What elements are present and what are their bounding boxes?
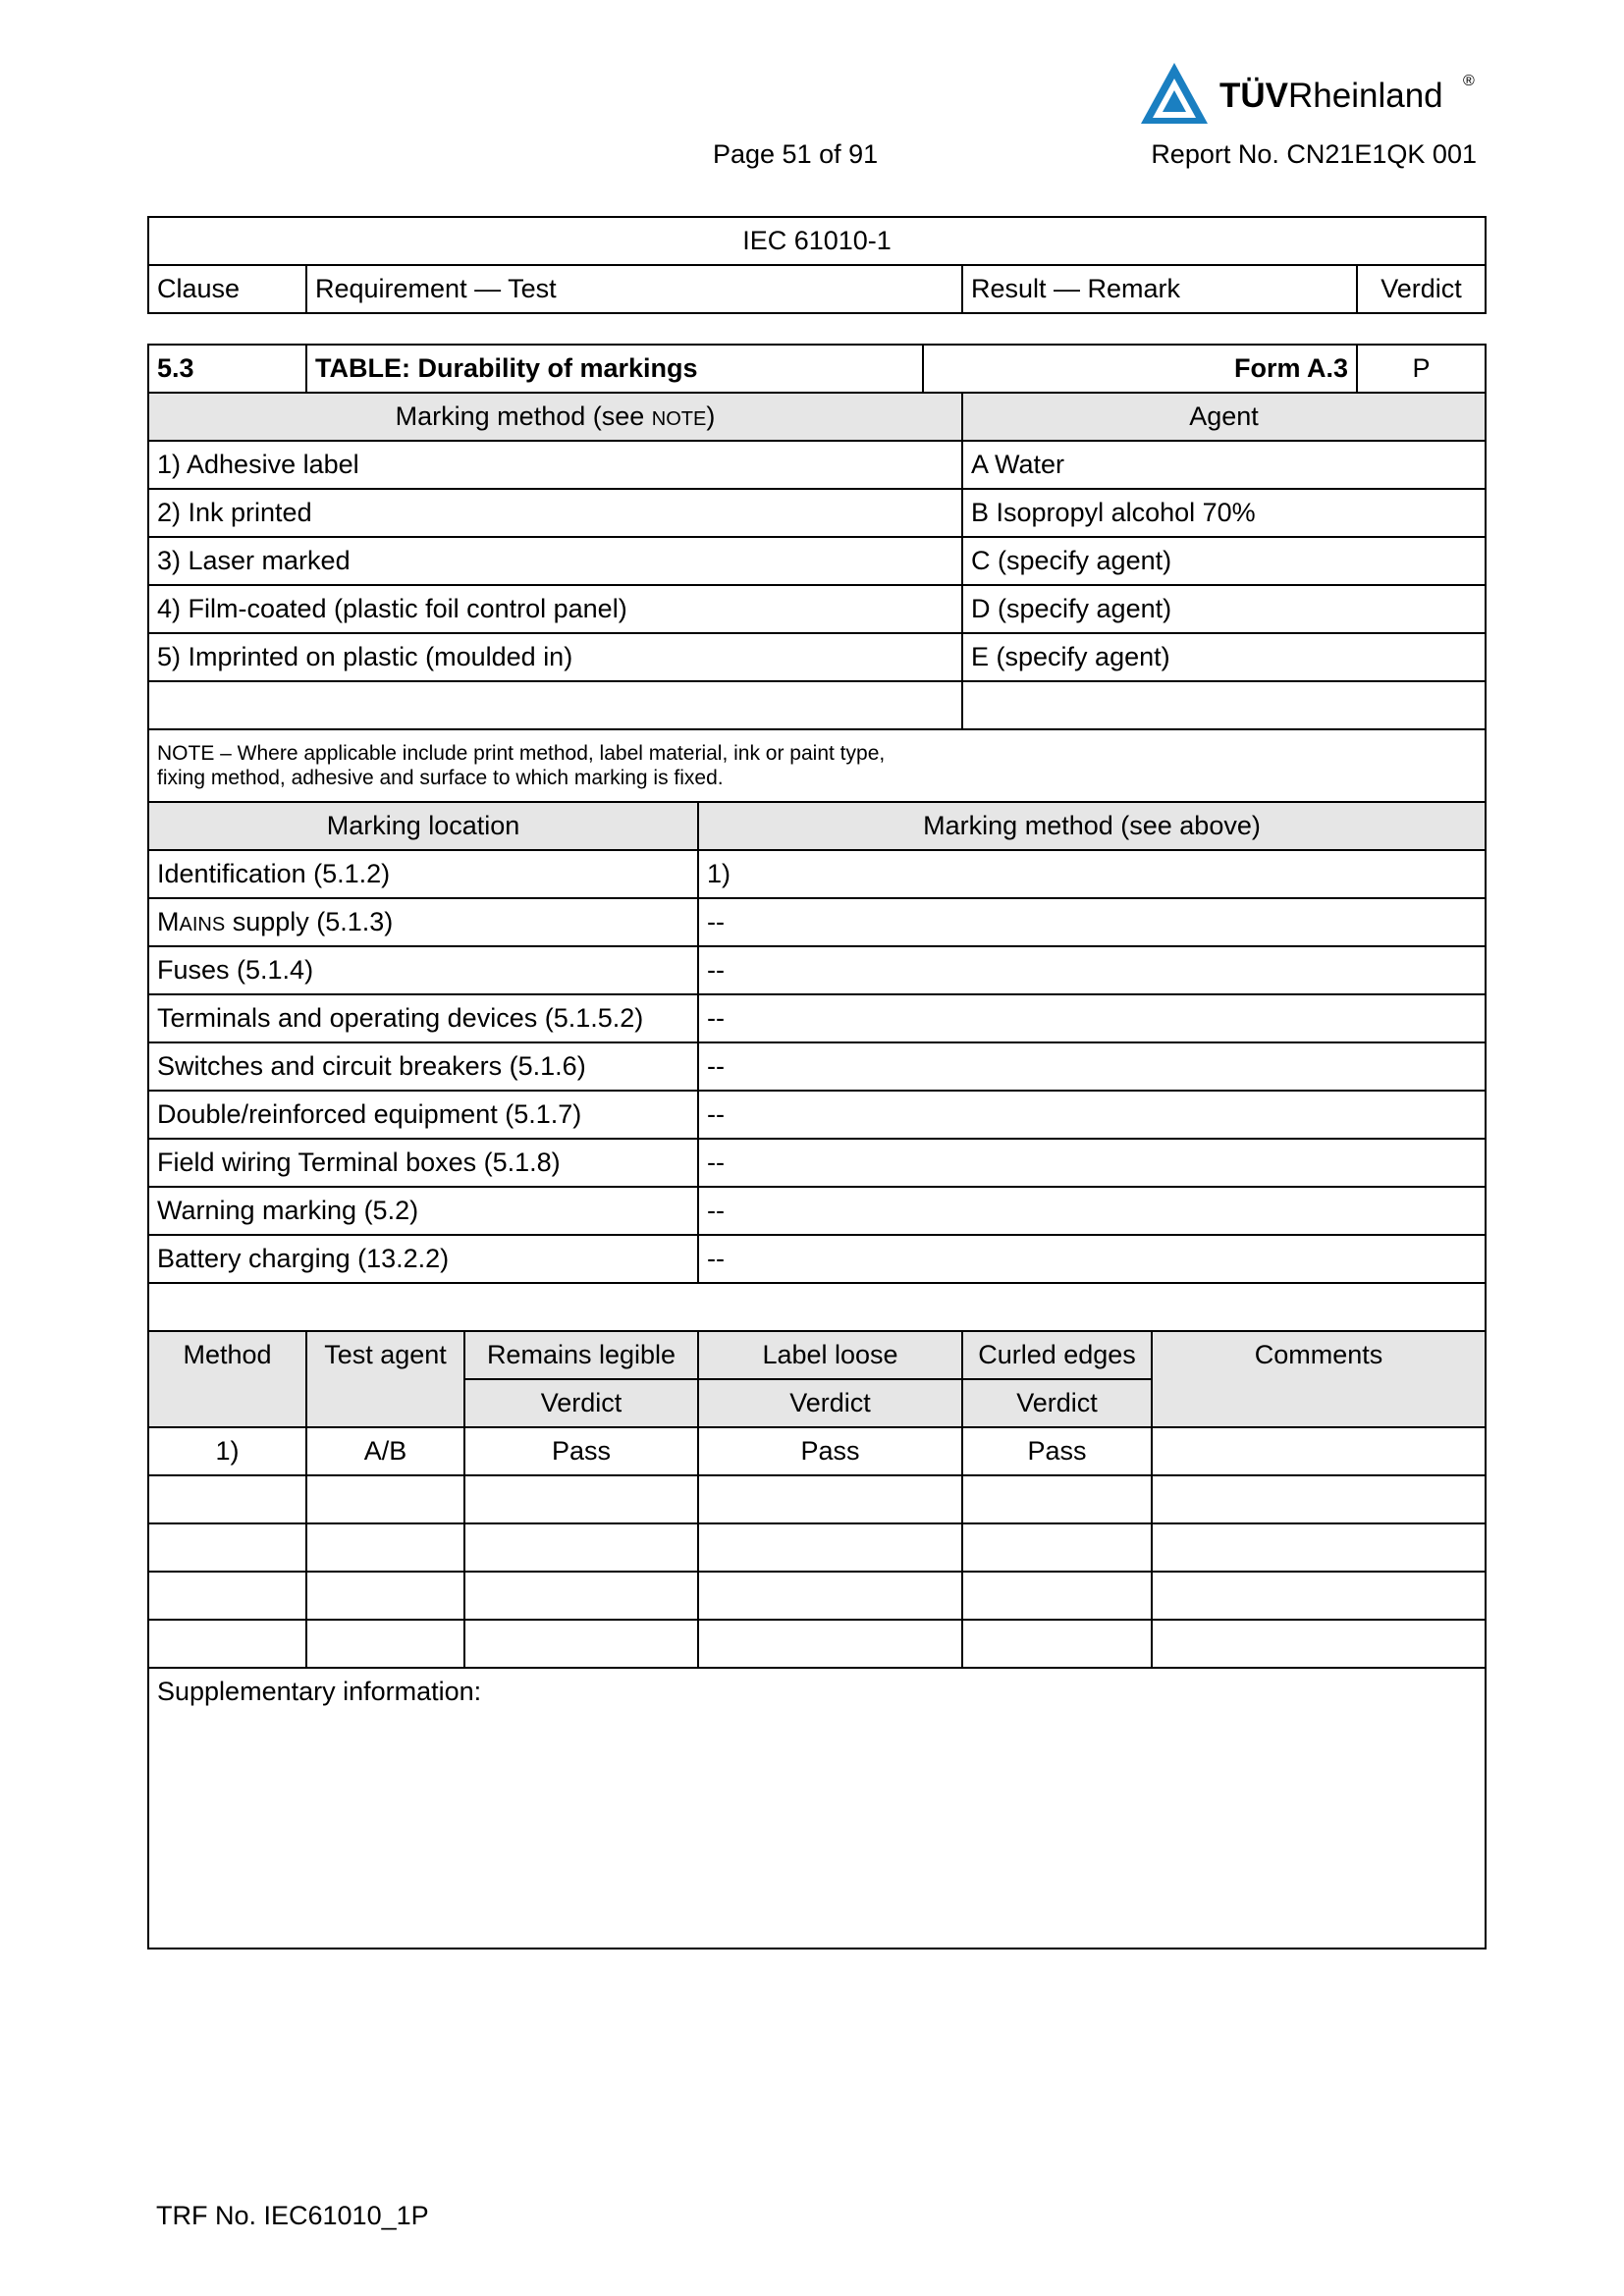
result-agent	[306, 1523, 464, 1572]
method-row	[148, 441, 1486, 489]
result-legible	[464, 1475, 698, 1523]
result-comments	[1152, 1475, 1486, 1523]
location-row	[148, 946, 1486, 994]
supplementary-info: Supplementary information:	[148, 1668, 1486, 1949]
method-cell: 2) Ink printed	[148, 489, 962, 537]
agent-cell: B Isopropyl alcohol 70%	[962, 489, 1486, 537]
location-method-cell: --	[698, 946, 1486, 994]
result-comments	[1152, 1572, 1486, 1620]
location-cell: Terminals and operating devices (5.1.5.2)	[148, 994, 698, 1042]
result-method	[148, 1620, 306, 1668]
method-cell: 5) Imprinted on plastic (moulded in)	[148, 633, 962, 681]
spacer-row	[148, 1283, 1486, 1331]
col-verdict: Verdict	[1357, 265, 1486, 313]
result-loose	[698, 1620, 962, 1668]
result-loose	[698, 1523, 962, 1572]
result-loose	[698, 1572, 962, 1620]
result-agent	[306, 1475, 464, 1523]
result-curled	[962, 1572, 1152, 1620]
col-result: Result — Remark	[962, 265, 1357, 313]
agent-cell	[962, 681, 1486, 729]
logo-wordmark: TÜVRheinland	[1219, 77, 1443, 115]
trf-number: TRF No. IEC61010_1P	[156, 2201, 429, 2230]
location-method-cell: --	[698, 1235, 1486, 1283]
table-title: TABLE: Durability of markings	[306, 345, 923, 393]
location-cell: Switches and circuit breakers (5.1.6)	[148, 1042, 698, 1091]
result-row	[148, 1620, 1486, 1668]
location-row	[148, 1235, 1486, 1283]
col-clause: Clause	[148, 265, 306, 313]
label-loose-header: Label loose	[698, 1331, 962, 1379]
result-row	[148, 1475, 1486, 1523]
remains-legible-header: Remains legible	[464, 1331, 698, 1379]
location-row	[148, 1091, 1486, 1139]
result-curled: Pass	[962, 1427, 1152, 1475]
agent-cell: C (specify agent)	[962, 537, 1486, 585]
result-method: 1)	[148, 1427, 306, 1475]
location-row	[148, 850, 1486, 898]
location-method-cell: --	[698, 1091, 1486, 1139]
result-row	[148, 1427, 1486, 1475]
location-method-cell: --	[698, 1139, 1486, 1187]
results-agent-header: Test agent	[306, 1331, 464, 1427]
verdict-subheader: Verdict	[464, 1379, 698, 1427]
results-method-header: Method	[148, 1331, 306, 1427]
result-method	[148, 1572, 306, 1620]
durability-table	[147, 344, 1487, 1949]
result-loose: Pass	[698, 1427, 962, 1475]
location-method-cell: 1)	[698, 850, 1486, 898]
location-method-cell: --	[698, 898, 1486, 946]
location-row	[148, 1187, 1486, 1235]
note-line: fixing method, adhesive and surface to which marking is fixed.	[157, 767, 724, 789]
result-agent	[306, 1572, 464, 1620]
location-method-cell: --	[698, 994, 1486, 1042]
location-method-cell: --	[698, 1042, 1486, 1091]
location-cell: Fuses (5.1.4)	[148, 946, 698, 994]
method-cell: 3) Laser marked	[148, 537, 962, 585]
location-row	[148, 1042, 1486, 1091]
result-agent	[306, 1620, 464, 1668]
method-row	[148, 585, 1486, 633]
location-cell: Battery charging (13.2.2)	[148, 1235, 698, 1283]
result-comments	[1152, 1427, 1486, 1475]
location-method-cell: --	[698, 1187, 1486, 1235]
result-method	[148, 1475, 306, 1523]
marking-location-header: Marking location	[148, 802, 698, 850]
method-row	[148, 633, 1486, 681]
curled-edges-header: Curled edges	[962, 1331, 1152, 1379]
agent-cell: E (specify agent)	[962, 633, 1486, 681]
result-legible	[464, 1620, 698, 1668]
result-method	[148, 1523, 306, 1572]
page-number: Page 51 of 91	[713, 139, 879, 169]
method-cell: 1) Adhesive label	[148, 441, 962, 489]
report-number: Report No. CN21E1QK 001	[1151, 139, 1477, 169]
result-legible: Pass	[464, 1427, 698, 1475]
registered-mark: ®	[1463, 73, 1475, 89]
result-legible	[464, 1523, 698, 1572]
col-requirement: Requirement — Test	[306, 265, 962, 313]
result-row	[148, 1572, 1486, 1620]
result-curled	[962, 1523, 1152, 1572]
result-legible	[464, 1572, 698, 1620]
location-row	[148, 1139, 1486, 1187]
result-curled	[962, 1620, 1152, 1668]
location-row	[148, 994, 1486, 1042]
result-curled	[962, 1475, 1152, 1523]
marking-method-header: Marking method (see NOTE)	[148, 393, 962, 441]
table-verdict: P	[1357, 345, 1486, 393]
result-comments	[1152, 1620, 1486, 1668]
agent-header: Agent	[962, 393, 1486, 441]
tuv-triangle-icon	[1139, 61, 1210, 126]
method-cell	[148, 681, 962, 729]
result-loose	[698, 1475, 962, 1523]
location-cell: Warning marking (5.2)	[148, 1187, 698, 1235]
agent-cell: D (specify agent)	[962, 585, 1486, 633]
table-form: Form A.3	[923, 345, 1357, 393]
location-cell: Identification (5.1.2)	[148, 850, 698, 898]
result-row	[148, 1523, 1486, 1572]
table-clause: 5.3	[148, 345, 306, 393]
location-method-header: Marking method (see above)	[698, 802, 1486, 850]
agent-cell: A Water	[962, 441, 1486, 489]
location-cell: Double/reinforced equipment (5.1.7)	[148, 1091, 698, 1139]
standard-header-table	[147, 216, 1487, 314]
location-row	[148, 898, 1486, 946]
method-row	[148, 489, 1486, 537]
standard-title: IEC 61010-1	[148, 217, 1486, 265]
note-line: NOTE – Where applicable include print method, label material, ink or paint type,	[157, 742, 886, 765]
method-row	[148, 681, 1486, 729]
method-row	[148, 537, 1486, 585]
result-agent: A/B	[306, 1427, 464, 1475]
comments-header: Comments	[1152, 1331, 1486, 1427]
location-cell: MAINS supply (5.1.3)	[148, 898, 698, 946]
location-cell: Field wiring Terminal boxes (5.1.8)	[148, 1139, 698, 1187]
verdict-subheader: Verdict	[962, 1379, 1152, 1427]
result-comments	[1152, 1523, 1486, 1572]
method-cell: 4) Film-coated (plastic foil control panel)	[148, 585, 962, 633]
tuv-rheinland-logo	[1139, 61, 1483, 130]
note-cell	[148, 729, 1486, 802]
verdict-subheader: Verdict	[698, 1379, 962, 1427]
